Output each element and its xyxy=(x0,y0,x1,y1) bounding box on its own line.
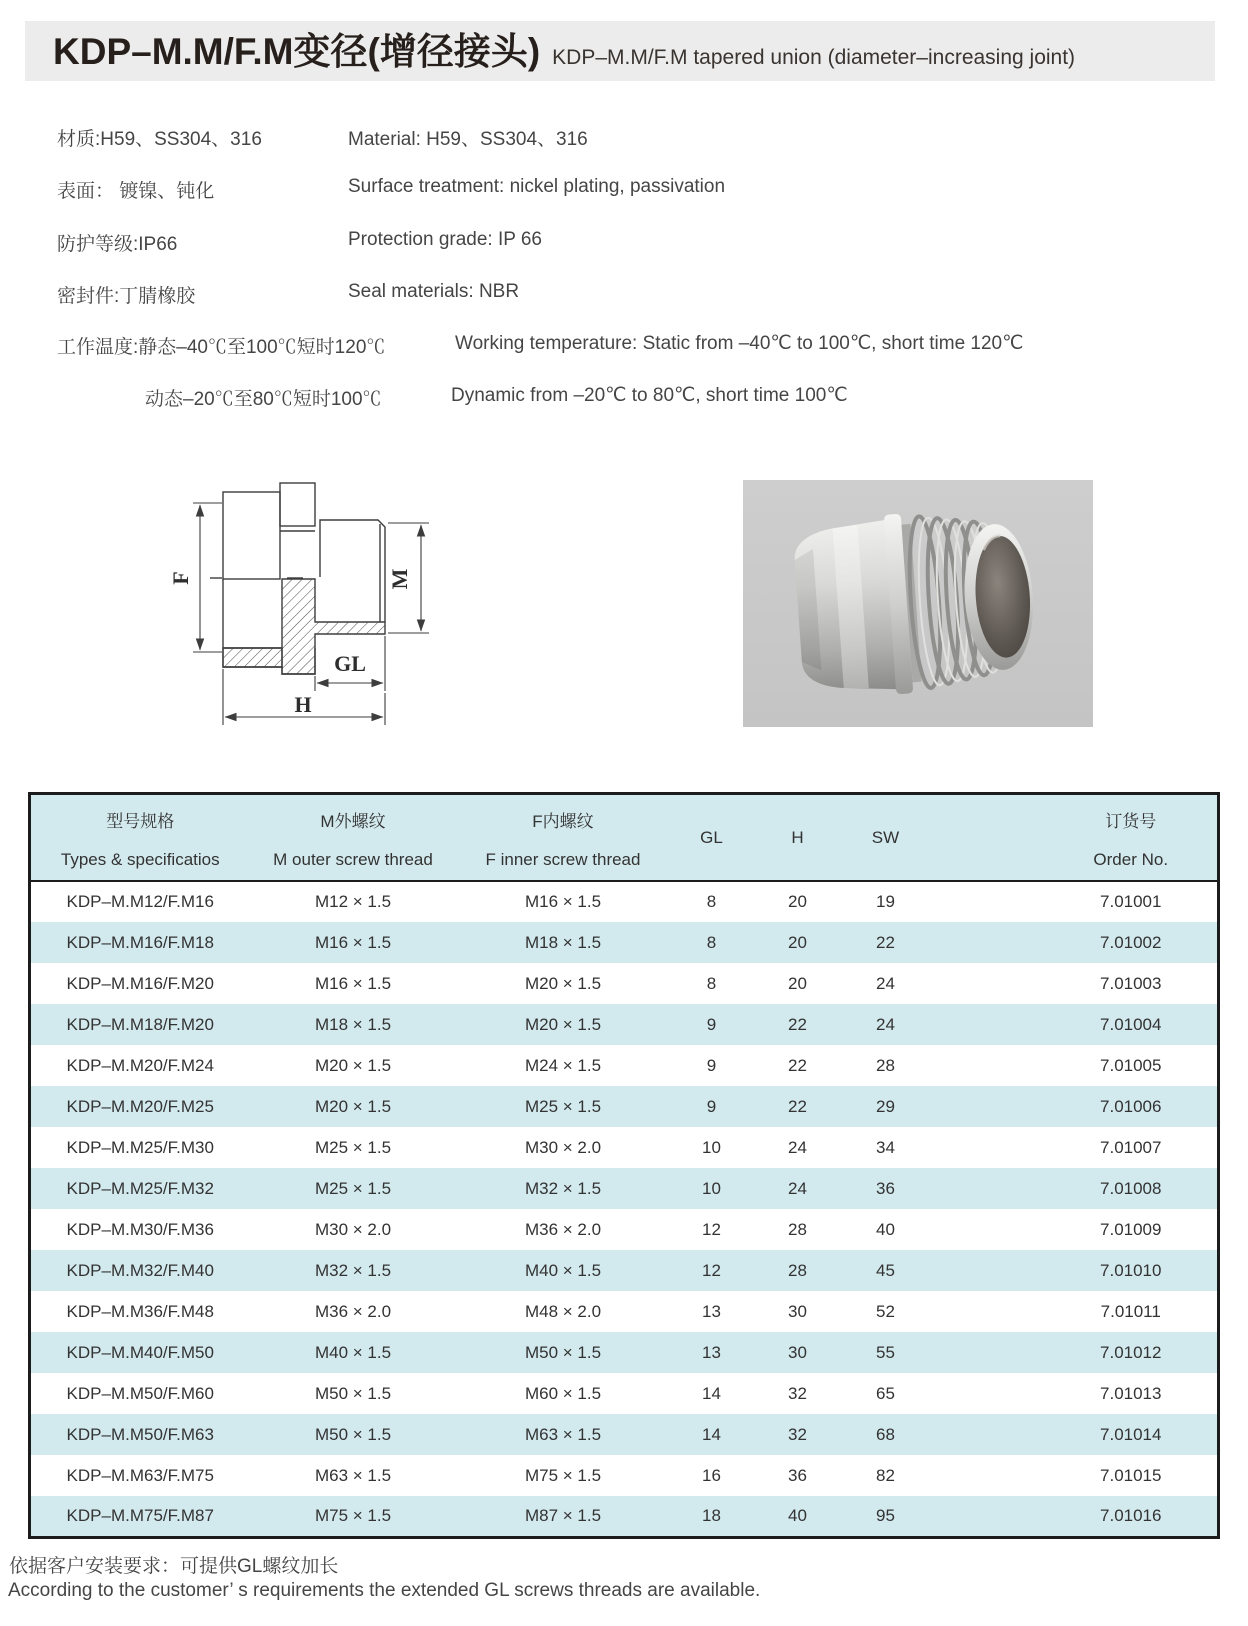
col-header-order-no-cn: 订货号 xyxy=(1105,812,1157,831)
cell-m-thread: M16 × 1.5 xyxy=(314,973,392,993)
cell-sw: 45 xyxy=(876,1260,895,1280)
col-header-h: H xyxy=(754,794,842,882)
cell-sw: 22 xyxy=(876,932,895,952)
cell-model: KDP–M.M16/F.M18 xyxy=(66,932,214,952)
cell-h: 40 xyxy=(788,1505,807,1525)
cell-h: 30 xyxy=(788,1342,807,1362)
cell-h: 32 xyxy=(788,1424,807,1444)
cell-order-no: 7.01016 xyxy=(1100,1505,1162,1525)
cell-m-thread: M20 × 1.5 xyxy=(314,1055,392,1075)
cell-m-thread: M32 × 1.5 xyxy=(314,1260,392,1280)
cell-m-thread: M30 × 2.0 xyxy=(314,1219,392,1239)
table-row xyxy=(30,1168,1219,1209)
cell-m-thread: M50 × 1.5 xyxy=(314,1424,392,1444)
cell-gl: 18 xyxy=(702,1505,721,1525)
spec-material-cn: 材质:H59、SS304、316 xyxy=(57,129,262,150)
cell-order-no: 7.01010 xyxy=(1100,1260,1162,1280)
spec-table-body xyxy=(30,881,1219,1537)
title-band xyxy=(25,21,1215,81)
cell-f-thread: M30 × 2.0 xyxy=(524,1137,602,1157)
cell-gl: 16 xyxy=(702,1465,721,1485)
cell-model: KDP–M.M50/F.M60 xyxy=(66,1383,214,1403)
cell-h: 22 xyxy=(788,1055,807,1075)
cell-sw: 24 xyxy=(876,973,895,993)
cell-order-no: 7.01006 xyxy=(1100,1096,1162,1116)
spec-seal-cn: 密封件:丁腈橡胶 xyxy=(57,286,196,307)
cell-gl: 14 xyxy=(702,1383,721,1403)
cell-sw: 55 xyxy=(876,1342,895,1362)
cell-gl: 10 xyxy=(702,1137,721,1157)
cell-sw: 40 xyxy=(876,1219,895,1239)
cell-sw: 65 xyxy=(876,1383,895,1403)
cell-gl: 8 xyxy=(706,892,717,911)
cell-model: KDP–M.M75/F.M87 xyxy=(66,1505,214,1525)
spec-line-surface xyxy=(0,176,1248,202)
col-header-f-thread xyxy=(457,794,670,882)
cell-model: KDP–M.M36/F.M48 xyxy=(66,1301,214,1321)
product-photo xyxy=(743,480,1093,727)
cell-h: 30 xyxy=(788,1301,807,1321)
cell-m-thread: M18 × 1.5 xyxy=(314,1014,392,1034)
table-row xyxy=(30,1291,1219,1332)
spec-temp-dynamic-en: Dynamic from –20℃ to 80℃, short time 100℃ xyxy=(451,385,848,406)
cell-h: 28 xyxy=(788,1260,807,1280)
cell-order-no: 7.01014 xyxy=(1100,1424,1162,1444)
cell-h: 20 xyxy=(788,973,807,993)
cell-f-thread: M50 × 1.5 xyxy=(524,1342,602,1362)
spec-line-temp-dynamic xyxy=(0,384,1248,410)
table-row xyxy=(30,1045,1219,1086)
spec-line-temp-static xyxy=(0,332,1248,358)
cell-model: KDP–M.M20/F.M25 xyxy=(66,1096,214,1116)
cell-order-no: 7.01015 xyxy=(1100,1465,1162,1485)
table-row xyxy=(30,1209,1219,1250)
cell-model: KDP–M.M40/F.M50 xyxy=(66,1342,214,1362)
cell-m-thread: M12 × 1.5 xyxy=(314,892,392,911)
cell-sw: 68 xyxy=(876,1424,895,1444)
spec-protection-cn: 防护等级:IP66 xyxy=(57,234,178,255)
cell-f-thread: M32 × 1.5 xyxy=(524,1178,602,1198)
page-title-cn: KDP–M.M/F.M变径(增径接头) xyxy=(53,31,541,72)
cell-gl: 8 xyxy=(706,973,717,993)
spec-material-en: Material: H59、SS304、316 xyxy=(348,129,588,150)
cell-sw: 52 xyxy=(876,1301,895,1321)
table-row xyxy=(30,1414,1219,1455)
col-header-m-thread-cn: M外螺纹 xyxy=(320,812,386,831)
cell-f-thread: M40 × 1.5 xyxy=(524,1260,602,1280)
spec-protection-en: Protection grade: IP 66 xyxy=(348,229,542,250)
cell-m-thread: M16 × 1.5 xyxy=(314,932,392,952)
cell-model: KDP–M.M20/F.M24 xyxy=(66,1055,214,1075)
cell-f-thread: M16 × 1.5 xyxy=(524,892,602,911)
cell-sw: 36 xyxy=(876,1178,895,1198)
cell-order-no: 7.01005 xyxy=(1100,1055,1162,1075)
spec-temp-static-en: Working temperature: Static from –40℃ to 100℃, short time 120℃ xyxy=(455,333,1024,354)
cell-order-no: 7.01007 xyxy=(1100,1137,1162,1157)
dim-label-h: H xyxy=(294,692,312,717)
cell-order-no: 7.01011 xyxy=(1100,1301,1161,1321)
cell-gl: 9 xyxy=(706,1096,717,1116)
table-row xyxy=(30,881,1219,922)
cell-m-thread: M25 × 1.5 xyxy=(314,1178,392,1198)
cell-sw: 82 xyxy=(876,1465,895,1485)
cell-order-no: 7.01013 xyxy=(1100,1383,1162,1403)
footer-note-cn: 依据客户安装要求：可提供GL螺纹加长 xyxy=(9,1556,339,1577)
cell-sw: 19 xyxy=(876,892,895,911)
spec-table xyxy=(28,792,1220,1539)
cell-gl: 8 xyxy=(706,932,717,952)
spec-seal-en: Seal materials: NBR xyxy=(348,281,520,302)
cell-m-thread: M63 × 1.5 xyxy=(314,1465,392,1485)
spec-surface-cn: 表面： 镀镍、钝化 xyxy=(57,181,215,202)
technical-drawing xyxy=(160,452,440,752)
col-header-f-thread-en: F inner screw thread xyxy=(485,850,641,869)
cell-model: KDP–M.M63/F.M75 xyxy=(66,1465,214,1485)
cell-f-thread: M60 × 1.5 xyxy=(524,1383,602,1403)
cell-order-no: 7.01002 xyxy=(1100,932,1162,952)
cell-h: 20 xyxy=(788,932,807,952)
cell-f-thread: M18 × 1.5 xyxy=(524,932,602,952)
dim-label-gl: GL xyxy=(334,651,366,676)
cell-f-thread: M20 × 1.5 xyxy=(524,973,602,993)
cell-f-thread: M75 × 1.5 xyxy=(524,1465,602,1485)
cell-f-thread: M24 × 1.5 xyxy=(524,1055,602,1075)
cell-order-no: 7.01008 xyxy=(1100,1178,1162,1198)
table-row xyxy=(30,1455,1219,1496)
table-row xyxy=(30,1250,1219,1291)
cell-order-no: 7.01009 xyxy=(1100,1219,1162,1239)
cell-f-thread: M48 × 2.0 xyxy=(524,1301,602,1321)
cell-h: 36 xyxy=(788,1465,807,1485)
table-row xyxy=(30,1332,1219,1373)
cell-gl: 13 xyxy=(702,1301,721,1321)
cell-m-thread: M40 × 1.5 xyxy=(314,1342,392,1362)
cell-f-thread: M25 × 1.5 xyxy=(524,1096,602,1116)
table-row xyxy=(30,1127,1219,1168)
cell-m-thread: M36 × 2.0 xyxy=(314,1301,392,1321)
table-row xyxy=(30,1004,1219,1045)
col-header-model-cn: 型号规格 xyxy=(106,812,175,831)
footer-note-en: According to the customer’ s requirements the extended GL screws threads are available. xyxy=(8,1580,761,1601)
cell-model: KDP–M.M50/F.M63 xyxy=(66,1424,214,1444)
cell-model: KDP–M.M18/F.M20 xyxy=(66,1014,214,1034)
cell-gl: 9 xyxy=(706,1055,717,1075)
cell-h: 22 xyxy=(788,1014,807,1034)
cell-f-thread: M63 × 1.5 xyxy=(524,1424,602,1444)
cell-m-thread: M75 × 1.5 xyxy=(314,1505,392,1525)
cell-h: 24 xyxy=(788,1137,807,1157)
cell-gl: 12 xyxy=(702,1260,721,1280)
cell-sw: 29 xyxy=(876,1096,895,1116)
table-row xyxy=(30,963,1219,1004)
cell-gl: 14 xyxy=(702,1424,721,1444)
cell-f-thread: M87 × 1.5 xyxy=(524,1505,602,1525)
cell-model: KDP–M.M25/F.M32 xyxy=(66,1178,214,1198)
table-row xyxy=(30,922,1219,963)
col-header-m-thread-en: M outer screw thread xyxy=(273,850,433,869)
cell-f-thread: M36 × 2.0 xyxy=(524,1219,602,1239)
spec-line-seal xyxy=(0,281,1248,307)
dim-label-f: F xyxy=(168,571,193,585)
cell-m-thread: M50 × 1.5 xyxy=(314,1383,392,1403)
col-header-order-no-en: Order No. xyxy=(1093,850,1169,869)
cell-gl: 13 xyxy=(702,1342,721,1362)
spec-line-protection xyxy=(0,229,1248,255)
cell-sw: 95 xyxy=(876,1505,895,1525)
cell-order-no: 7.01004 xyxy=(1100,1014,1162,1034)
cell-model: KDP–M.M25/F.M30 xyxy=(66,1137,214,1157)
cell-h: 20 xyxy=(788,892,807,911)
cell-gl: 9 xyxy=(706,1014,717,1034)
cell-m-thread: M20 × 1.5 xyxy=(314,1096,392,1116)
cell-h: 22 xyxy=(788,1096,807,1116)
cell-m-thread: M25 × 1.5 xyxy=(314,1137,392,1157)
cell-gl: 10 xyxy=(702,1178,721,1198)
spec-line-material xyxy=(0,124,1248,150)
col-header-model xyxy=(30,794,250,882)
dim-label-m: M xyxy=(387,568,412,590)
cell-model: KDP–M.M12/F.M16 xyxy=(66,892,214,911)
cell-h: 24 xyxy=(788,1178,807,1198)
cell-model: KDP–M.M16/F.M20 xyxy=(66,973,214,993)
part-outline xyxy=(210,483,385,674)
cell-model: KDP–M.M30/F.M36 xyxy=(66,1219,214,1239)
cell-h: 28 xyxy=(788,1219,807,1239)
cell-sw: 34 xyxy=(876,1137,895,1157)
col-header-model-en: Types & specificatios xyxy=(60,850,220,869)
spec-table-header xyxy=(30,794,1219,882)
col-header-f-thread-cn: F内螺纹 xyxy=(532,812,594,831)
cell-f-thread: M20 × 1.5 xyxy=(524,1014,602,1034)
col-header-gl: GL xyxy=(670,794,754,882)
cell-sw: 24 xyxy=(876,1014,895,1034)
cell-h: 32 xyxy=(788,1383,807,1403)
cell-model: KDP–M.M32/F.M40 xyxy=(66,1260,214,1280)
spec-temp-dynamic-cn: 动态–20℃至80℃短时100℃ xyxy=(145,389,382,410)
table-row xyxy=(30,1373,1219,1414)
cell-sw: 28 xyxy=(876,1055,895,1075)
col-header-sw: SW xyxy=(842,794,930,882)
col-header-order-no xyxy=(930,794,1219,882)
cell-order-no: 7.01001 xyxy=(1100,892,1162,911)
table-row xyxy=(30,1496,1219,1537)
spec-temp-static-cn: 工作温度:静态–40℃至100℃短时120℃ xyxy=(57,337,386,358)
page-title-en: KDP–M.M/F.M tapered union (diameter–increasing joint) xyxy=(552,46,1076,69)
cell-order-no: 7.01003 xyxy=(1100,973,1162,993)
cell-order-no: 7.01012 xyxy=(1100,1342,1162,1362)
cell-gl: 12 xyxy=(702,1219,721,1239)
col-header-m-thread xyxy=(250,794,457,882)
table-row xyxy=(30,1086,1219,1127)
spec-surface-en: Surface treatment: nickel plating, passivation xyxy=(348,176,726,197)
